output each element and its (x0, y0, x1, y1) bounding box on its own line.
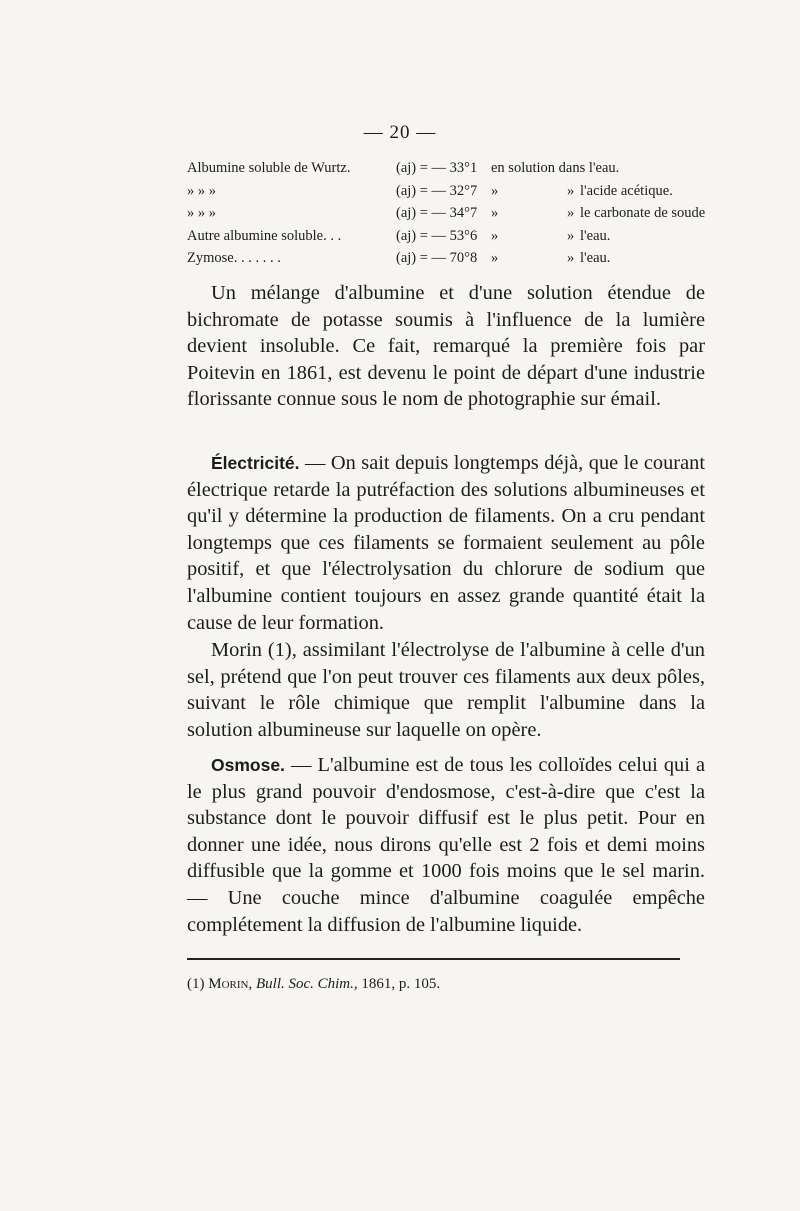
footnote-marker: (1) (187, 976, 205, 992)
rotation-value: (aj) = — 70°8 (396, 250, 478, 266)
ditto-mark: » (491, 227, 499, 244)
rotation-value: (aj) = — 32°7 (396, 182, 478, 199)
footnote-ref: 1861, p. 105. (361, 976, 441, 992)
footnote (187, 974, 440, 994)
substance-name: » » » (187, 205, 216, 221)
paragraph-body: — L'albumine est de tous les colloïdes celui qui a le plus grand pouvoir d'endosmose, c'est-à-dire que c'est la substance dont le pouvoir diffusif est le plus petit. Pour en donner une idée, nous dirons qu'elle est 2 fois et demi moins diffusible que la gomme et 1000 fois moins que le sel marin. — Une couche mince d'albumine coagulée empêche complétement la diffusion de l'albumine liquide. (187, 754, 705, 936)
solvent: l'eau. (580, 227, 611, 244)
ditto-mark: » (491, 182, 499, 199)
substance-name: Albumine soluble de Wurtz. (187, 160, 351, 176)
footnote-author: Morin, (208, 976, 253, 992)
paragraph-text: Un mélange d'albumine et d'une solution étendue de bichromate de potasse soumis à l'influence de la lumière devient insoluble. Ce fait, remarqué la première fois par Poitevin en 1861, est devenu le point de départ d'une industrie florissante connue sous le nom de photographie sur émail. (187, 282, 705, 411)
paragraph-electricite (187, 450, 705, 636)
ditto-mark: » (567, 182, 575, 199)
ditto-mark: » (491, 205, 499, 221)
paragraph-osmose (187, 752, 705, 938)
ditto-mark: » (567, 227, 575, 244)
solvent: l'acide acétique. (580, 182, 673, 199)
page-number: — 20 — (363, 122, 437, 143)
section-heading: Osmose. (211, 755, 285, 775)
footnote-journal: Bull. Soc. Chim., (255, 976, 358, 992)
solvent: l'eau. (580, 250, 611, 266)
rotation-value: (aj) = — 33°1 (396, 160, 478, 176)
paragraph-text: Morin (1), assimilant l'électrolyse de l'albumine à celle d'un sel, prétend que l'on peut trouver ces filaments aux deux pôles, suivant le rôle chimique que remplit l'albumine dans la solution albumineuse sur laquelle on opère. (187, 639, 705, 741)
paragraph-text (187, 752, 705, 938)
solvent: en solution dans l'eau. (491, 160, 620, 176)
substance-name: Zymose. . . . . . . (187, 250, 281, 266)
ditto-mark: » (567, 205, 575, 221)
solvent: le carbonate de soude (580, 205, 706, 221)
rotation-value: (aj) = — 53°6 (396, 227, 478, 244)
rotation-value: (aj) = — 34°7 (396, 205, 478, 221)
paragraph-text (187, 450, 705, 636)
paragraph-body: — On sait depuis longtemps déjà, que le courant électrique retarde la putréfaction des solutions albumineuses et qu'il y détermine la production de filaments. On a cru pendant longtemps que ces filaments se formaient seulement au pôle positif, et que l'électrolysation du chlorure de sodium que l'albumine contient toujours en assez grande quantité était la cause de leur formation. (187, 452, 705, 634)
substance-name: Autre albumine soluble. . . (187, 227, 342, 244)
footnote-divider (187, 958, 680, 960)
paragraph-bichromate (187, 280, 705, 413)
section-heading: Électricité. (211, 453, 300, 473)
ditto-mark: » (567, 250, 575, 266)
ditto-mark: » (491, 250, 499, 266)
paragraph-morin (187, 637, 705, 743)
substance-name: » » » (187, 182, 216, 199)
